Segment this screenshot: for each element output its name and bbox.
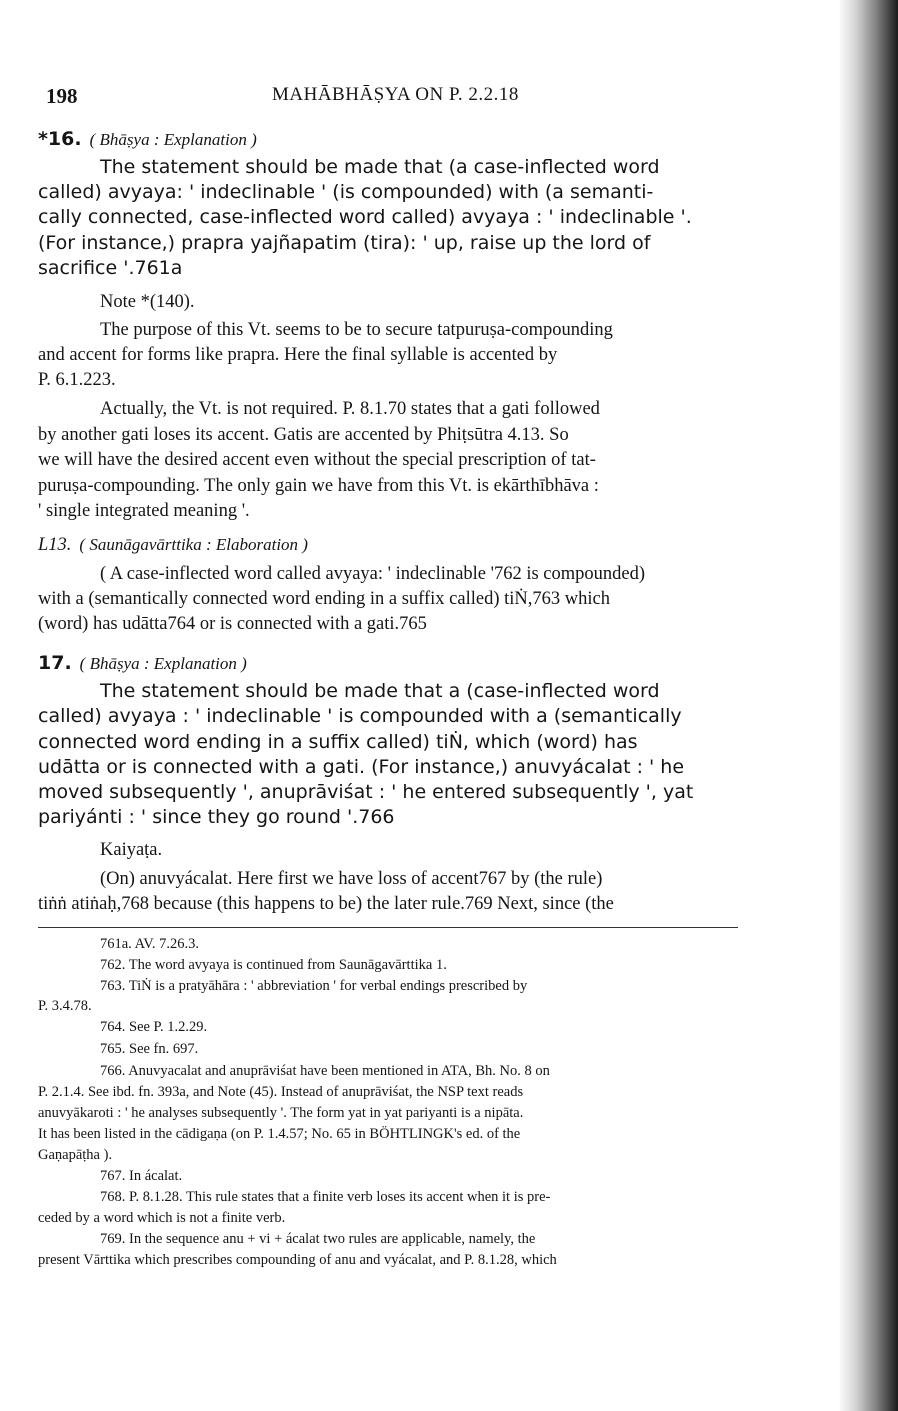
page-header [40, 80, 740, 110]
footnote: P. 3.4.78. [38, 998, 92, 1014]
footnote: P. 2.1.4. See ibd. fn. 393a, and Note (45). Instead of anuprāviśat, the NSP text reads [38, 1084, 524, 1100]
footnote-divider [38, 927, 738, 928]
section-17-line: moved subsequently ', anuprāviśat : ' he entered subsequently ', yat [38, 781, 694, 803]
footnote: 767. In ácalat. [100, 1168, 183, 1184]
section-16-line: (For instance,) prapra yajñapatim (tira): ' up, raise up the lord of [38, 232, 651, 254]
footnote: It has been listed in the cādigaṇa (on P. 1.4.57; No. 65 in BÖHTLINGK's ed. of the [38, 1126, 521, 1142]
footnote: Gaṇapāṭha ). [38, 1147, 113, 1163]
section-16-line: sacrifice '.761a [38, 257, 183, 279]
section-17-heading: 17. ( Bhāṣya : Explanation ) [38, 652, 247, 674]
section-l13-line: (word) has udātta764 or is connected with a gati.765 [38, 614, 427, 634]
section-17-line: connected word ending in a suffix called) tiṄ, which (word) has [38, 731, 638, 753]
paragraph-line: ' single integrated meaning '. [38, 501, 250, 521]
section-16-line: The statement should be made that (a case-inflected word [100, 156, 660, 178]
footnote: present Vārttika which prescribes compounding of anu and vyácalat, and P. 8.1.28, which [38, 1252, 557, 1268]
running-head: MAHĀBHĀṢYA ON P. 2.2.18 [272, 84, 519, 105]
section-l13-line: ( A case-inflected word called avyaya: ' indeclinable '762 is compounded) [100, 564, 646, 584]
paragraph-line: The purpose of this Vt. seems to be to secure tatpuruṣa-compounding [100, 320, 613, 340]
kaiyata-line: (On) anuvyácalat. Here first we have loss of accent767 by (the rule) [100, 869, 603, 889]
footnote: anuvyākaroti : ' he analyses subsequently '. The form yat in yat pariyanti is a nipāta. [38, 1105, 524, 1121]
paragraph-line: we will have the desired accent even without the special prescription of tat- [38, 450, 596, 470]
footnote: 763. TiṄ is a pratyāhāra : ' abbreviation ' for verbal endings prescribed by [100, 978, 528, 994]
page-number: 198 [46, 84, 78, 108]
paragraph-line: P. 6.1.223. [38, 370, 116, 390]
footnote: 765. See fn. 697. [100, 1041, 199, 1057]
section-17-line: pariyánti : ' since they go round '.766 [38, 806, 395, 828]
footnote: ceded by a word which is not a finite verb. [38, 1210, 286, 1226]
section-17-line: The statement should be made that a (case-inflected word [100, 680, 660, 702]
paragraph-line: puruṣa-compounding. The only gain we have from this Vt. is ekārthībhāva : [38, 476, 599, 496]
footnote: 769. In the sequence anu + vi + ácalat two rules are applicable, namely, the [100, 1231, 536, 1247]
footnote: 768. P. 8.1.28. This rule states that a finite verb loses its accent when it is pre- [100, 1189, 551, 1205]
book-spine-shadow [838, 0, 898, 1411]
section-17-line: udātta or is connected with a gati. (For instance,) anuvyácalat : ' he [38, 756, 685, 778]
footnote: 762. The word avyaya is continued from Saunāgavārttika 1. [100, 957, 447, 973]
paragraph-line: by another gati loses its accent. Gatis are accented by Phiṭsūtra 4.13. So [38, 425, 569, 445]
paragraph-line: and accent for forms like prapra. Here the final syllable is accented by [38, 345, 558, 365]
footnote: 766. Anuvyacalat and anuprāviśat have been mentioned in ATA, Bh. No. 8 on [100, 1063, 550, 1079]
note-reference: Note *(140). [100, 292, 195, 312]
kaiyata-line: tiṅṅ atiṅaḥ,768 because (this happens to be) the later rule.769 Next, since (the [38, 894, 614, 914]
kaiyata-label: Kaiyaṭa. [100, 840, 163, 860]
paragraph-line: Actually, the Vt. is not required. P. 8.1.70 states that a gati followed [100, 399, 600, 419]
section-16-line: cally connected, case-inflected word called) avyaya : ' indeclinable '. [38, 206, 692, 228]
footnote: 764. See P. 1.2.29. [100, 1019, 208, 1035]
section-l13-heading: L13. ( Saunāgavārttika : Elaboration ) [38, 535, 308, 555]
section-l13-line: with a (semantically connected word ending in a suffix called) tiṄ,763 which [38, 589, 610, 609]
section-16-heading: *16. ( Bhāṣya : Explanation ) [38, 128, 257, 150]
section-16-line: called) avyaya: ' indeclinable ' (is compounded) with (a semanti- [38, 181, 654, 203]
section-17-line: called) avyaya : ' indeclinable ' is compounded with a (semantically [38, 705, 682, 727]
footnote: 761a. AV. 7.26.3. [100, 936, 199, 952]
